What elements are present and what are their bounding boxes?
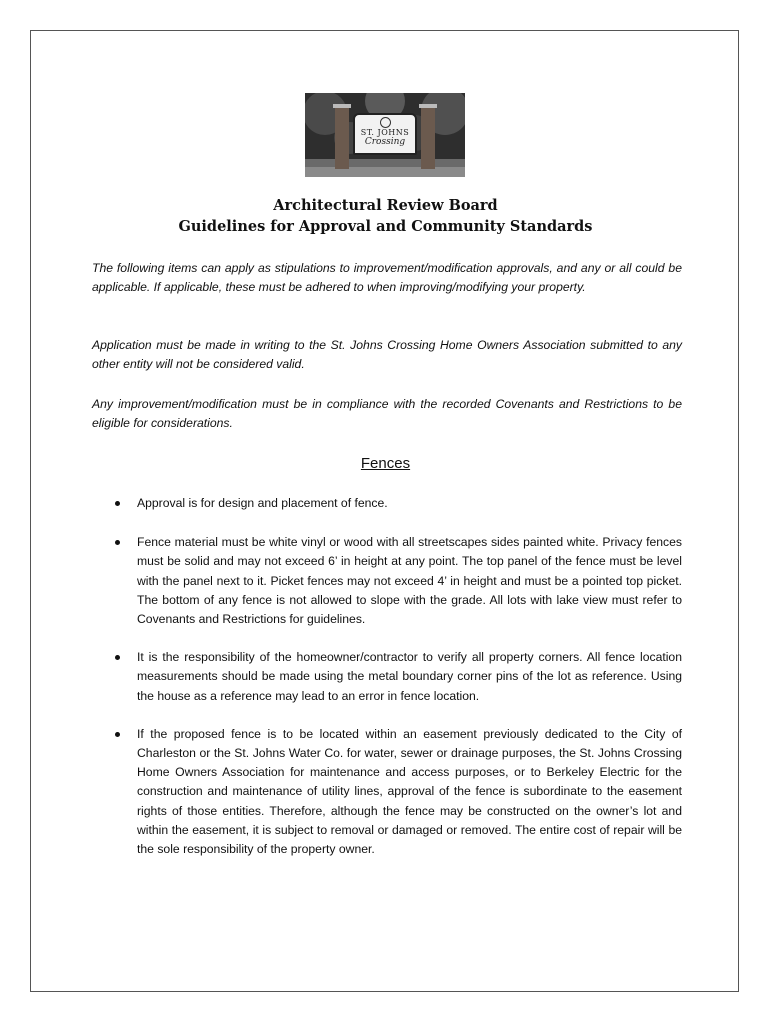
document-subtitle: Guidelines for Approval and Community Standards bbox=[178, 218, 593, 235]
sign-text-line1: ST. JOHNS bbox=[360, 128, 410, 137]
list-item bbox=[113, 648, 682, 706]
list-item bbox=[113, 533, 682, 629]
list-item-text: Approval is for design and placement of fence. bbox=[137, 496, 388, 510]
document-page bbox=[30, 30, 739, 992]
fence-guidelines-list bbox=[113, 494, 682, 859]
intro-paragraph-compliance: Any improvement/modification must be in compliance with the recorded Covenants and Restrictions to be eligible for considerations. bbox=[92, 397, 682, 430]
list-item bbox=[113, 725, 682, 859]
entrance-sign bbox=[353, 113, 417, 155]
bullet-icon bbox=[115, 501, 120, 506]
community-logo-photo bbox=[305, 93, 465, 177]
list-item bbox=[113, 494, 682, 513]
list-item-text: Fence material must be white vinyl or wood with all streetscapes sides painted white. Privacy fences must be solid and may not exceed 6’ in height at any point. The top panel of the fence must be level with the panel next to it. Picket fences may not exceed 4’ in height and must be a pointed top picket. The bottom of any fence is not allowed to slope with the grade. All lots with lake view must refer to Covenants and Restrictions for guidelines. bbox=[137, 535, 682, 627]
intro-paragraph-stipulations: The following items can apply as stipulations to improvement/modification approvals, and any or all could be applicable. If applicable, these must be adhered to when improving/modifying your property. bbox=[92, 261, 682, 294]
seal-icon bbox=[380, 117, 391, 128]
section-title-fences: Fences bbox=[360, 455, 411, 472]
bullet-icon bbox=[115, 540, 120, 545]
intro-paragraph-application: Application must be made in writing to the St. Johns Crossing Home Owners Association submitted to any other entity will not be considered valid. bbox=[92, 338, 682, 371]
document-title: Architectural Review Board bbox=[273, 197, 498, 214]
list-item-text: If the proposed fence is to be located within an easement previously dedicated to the City of Charleston or the St. Johns Water Co. for water, sewer or drainage purposes, the St. Johns Crossing Home Owners Association for maintenance and access purposes, or to Berkeley Electric for the construction and maintenance of utility lines, approval of the fence is subordinate to the easement rights of those entities. Therefore, although the fence may be constructed on the owner’s lot and within the easement, it is subject to removal or damaged or removed. The entire cost of repair will be the sole responsibility of the property owner. bbox=[137, 726, 682, 857]
brick-pillar-left bbox=[335, 107, 349, 169]
list-item-text: It is the responsibility of the homeowner/contractor to verify all property corners. All fence location measurements should be made using the metal boundary corner pins of the lot as reference. Using the house as a reference may lead to an error in fence location. bbox=[137, 650, 682, 703]
sign-text-line2: Crossing bbox=[364, 137, 406, 147]
bullet-icon bbox=[115, 732, 120, 737]
brick-pillar-right bbox=[421, 107, 435, 169]
bullet-icon bbox=[115, 655, 120, 660]
